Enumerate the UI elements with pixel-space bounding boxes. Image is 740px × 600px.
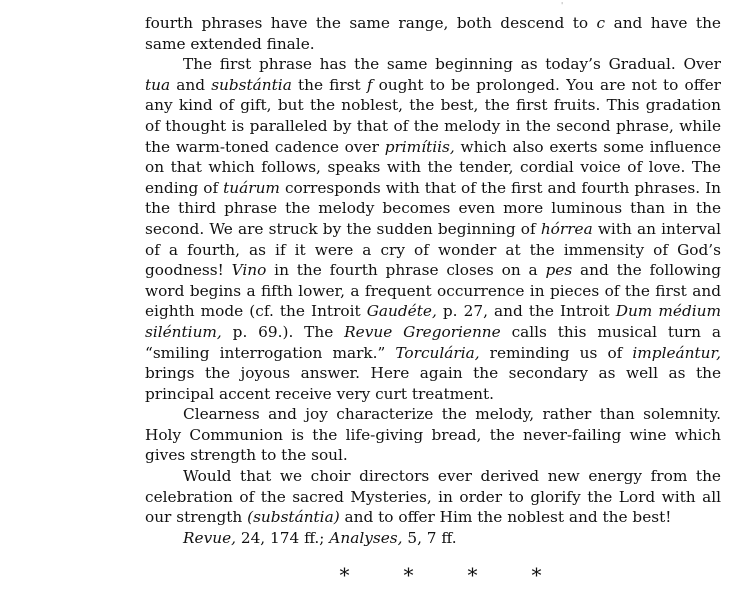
text-run: and have the same extended finale. (145, 14, 721, 53)
italic-text: pes (545, 261, 573, 280)
text-run: Would that we choir directors ever derived new energy from the celebration of the sacred Mysteries, in order to glorify the Lord with all our strength (145, 467, 721, 527)
text-run: calls this musical turn a “smiling interrogation mark.” (145, 322, 721, 362)
section-separator (337, 563, 557, 587)
text-run: reminding us of (479, 343, 633, 362)
text-run: with an interval of a fourth, as if it were a cry of wonder at the immensity of God’s goodness! (145, 219, 721, 280)
italic-text: Dum médium siléntium, (145, 302, 721, 341)
paragraph (145, 528, 721, 549)
text-run: ought to be prolonged. You are not to offer any kind of gift, but the noblest, the best, the first fruits. This gradation of thought is paralleled by that of the melody in the second phrase, while the warm-toned cadence over (145, 75, 721, 156)
italic-text: impleántur, (632, 343, 722, 362)
text-run: p. 69.). The (221, 322, 345, 341)
asterisk: * (531, 563, 542, 587)
text-run: and to offer Him the noblest and the best! (339, 508, 672, 527)
document-page (145, 13, 721, 548)
text-run: and (170, 75, 212, 94)
paragraph (145, 466, 721, 528)
scan-mark: ' (561, 1, 564, 10)
text-run: 24, 174 ff.; (235, 528, 330, 547)
text-run: fourth phrases have the same range, both descend to (145, 14, 597, 32)
text-run: in the fourth phrase closes on a (266, 261, 546, 280)
text-run: 5, 7 ff. (402, 528, 457, 547)
text-run: Clearness and joy characterize the melody, rather than solemnity. Holy Communion is the life-giving bread, the never-failing wine which gives strength to the soul. (145, 405, 721, 465)
text-run: the first (291, 75, 367, 94)
asterisk: * (467, 563, 478, 587)
paragraph (145, 404, 721, 466)
italic-text: Revue Gregorienne (344, 322, 501, 341)
italic-text: tua (145, 75, 171, 94)
italic-text: hórrea (540, 219, 593, 238)
asterisk: * (403, 563, 414, 587)
text-run: p. 27, and the Introit (436, 302, 616, 321)
italic-text: Revue, (183, 528, 236, 547)
italic-text: (substántia) (247, 508, 340, 527)
italic-text: tuárum (223, 178, 280, 197)
italic-text: c (596, 14, 606, 32)
asterisk: * (339, 563, 350, 587)
italic-text: Analyses, (329, 528, 403, 547)
italic-text: Gaudéte, (366, 302, 437, 321)
italic-text: f (366, 75, 373, 94)
paragraph (145, 54, 721, 404)
italic-text: Torculária, (395, 343, 480, 362)
text-run: The first phrase has the same beginning as today’s Gradual. Over (183, 55, 721, 74)
italic-text: primítiis, (384, 137, 455, 156)
text-run: which also exerts some influence on that which follows, speaks with the tender, cordial voice of love. The ending of (145, 137, 721, 197)
text-run: brings the joyous answer. Here again the secondary as well as the principal accent receive very curt treatment. (145, 364, 721, 403)
italic-text: substántia (211, 75, 292, 94)
text-run: corresponds with that of the first and fourth phrases. In the third phrase the melody becomes even more luminous than in the second. We are struck by the sudden beginning of (145, 178, 721, 238)
paragraph (145, 13, 721, 54)
italic-text: Vino (231, 261, 267, 280)
text-run: and the following word begins a fifth lower, a frequent occurrence in pieces of the first and eighth mode (cf. the Introit (145, 261, 721, 321)
